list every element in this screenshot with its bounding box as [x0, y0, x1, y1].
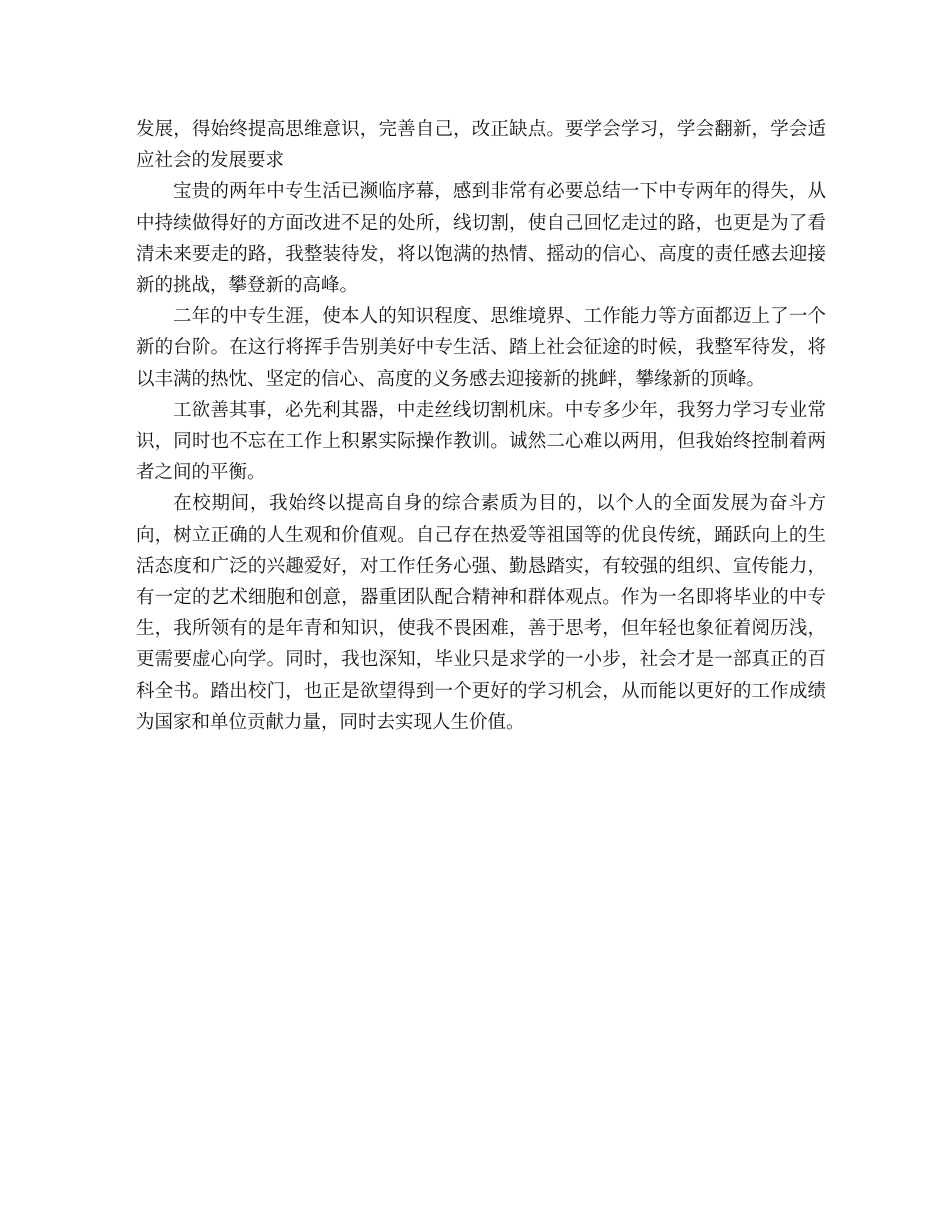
paragraph-study-practice: 工欲善其事，必先利其器，中走丝线切割机床。中专多少年，我努力学习专业常识，同时也不忘在工作上积累实际操作教训。诚然二心难以两用，但我始终控制着两者之间的平衡。 [136, 399, 826, 484]
paragraph-progress: 二年的中专生涯，使本人的知识程度、思维境界、工作能力等方面都迈上了一个新的台阶。在这行将挥手告别美好中专生活、踏上社会征途的时候，我整军待发，将以丰满的热忱、坚定的信心、高度的义务感去迎接新的挑衅，攀缘新的顶峰。 [136, 306, 826, 390]
paragraph-continued: 发展，得始终提高思维意识，完善自己，改正缺点。要学会学习，学会翻新，学会适应社会的发展要求 [136, 119, 826, 172]
paragraph-review: 宝贵的两年中专生活已濒临序幕，感到非常有必要总结一下中专两年的得失，从中持续做得好的方面改进不足的处所，线切割，使自己回忆走过的路，也更是为了看清未来要走的路，我整装待发，将以饱满的热情、摇动的信心、高度的责任感去迎接新的挑战，攀登新的高峰。 [136, 181, 826, 297]
paragraph-self-assessment: 在校期间，我始终以提高自身的综合素质为目的，以个人的全面发展为奋斗方向，树立正确的人生观和价值观。自己存在热爱等祖国等的优良传统，踊跃向上的生活态度和广泛的兴趣爱好，对工作任务心强、勤恳踏实，有较强的组织、宣传能力，有一定的艺术细胞和创意，器重团队配合精神和群体观点。作为一名即将毕业的中专生，我所领有的是年青和知识，使我不畏困难，善于思考，但年轻也象征着阅历浅，更需要虚心向学。同时，我也深知，毕业只是求学的一小步，社会才是一部真正的百科全书。踏出校门，也正是欲望得到一个更好的学习机会，从而能以更好的工作成绩为国家和单位贡献力量，同时去实现人生价值。 [136, 493, 826, 733]
document-body [136, 114, 826, 738]
